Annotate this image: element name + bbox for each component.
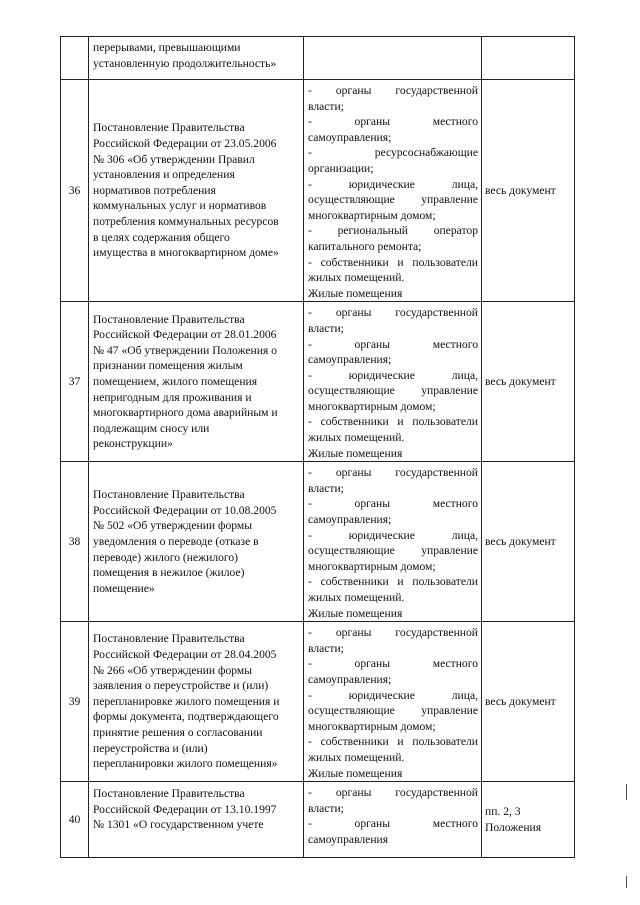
subject-line: власти; bbox=[308, 321, 344, 335]
subject-line: осуществляющие управление bbox=[308, 704, 478, 718]
subject-line: - юридические лица, bbox=[308, 688, 478, 702]
subject-line: самоуправления bbox=[308, 832, 389, 846]
document-title-line: заявления о переустройстве и (или) bbox=[93, 679, 269, 693]
row-number: 37 bbox=[61, 302, 89, 462]
document-title-line: Постановление Правительства bbox=[93, 787, 245, 801]
subject-line: - собственники и пользователи bbox=[308, 575, 478, 589]
document-title-line: непригодным для проживания и bbox=[93, 390, 252, 404]
document-title-cell bbox=[89, 80, 304, 302]
subject-line: - собственники и пользователи bbox=[308, 735, 478, 749]
table-row bbox=[61, 782, 575, 858]
document-title-line: № 502 «Об утверждении формы bbox=[93, 519, 253, 533]
table-row bbox=[61, 462, 575, 622]
scope-cell: весь документ bbox=[482, 622, 575, 782]
scope-cell: весь документ bbox=[482, 80, 575, 302]
subject-line: Жилые помещения bbox=[308, 606, 403, 620]
subject-line: жилых помещений. bbox=[308, 271, 405, 285]
scope-cell: весь документ bbox=[482, 462, 575, 622]
document-title-cell bbox=[89, 622, 304, 782]
subject-line: многоквартирным домом; bbox=[308, 719, 436, 733]
row-number: 40 bbox=[61, 782, 89, 858]
document-title-line: принятие решения о согласовании bbox=[93, 726, 263, 740]
subject-line: самоуправления; bbox=[308, 353, 392, 367]
subject-line: - органы местного bbox=[308, 817, 478, 831]
subject-line: - органы государственной bbox=[308, 84, 478, 97]
subject-line: - собственники и пользователи bbox=[308, 255, 478, 269]
subject-line: самоуправления; bbox=[308, 513, 392, 527]
document-title-line: установленную продолжительность» bbox=[93, 56, 277, 70]
document-title-line: потребления коммунальных ресурсов bbox=[93, 215, 279, 229]
subject-line: капитального ремонта; bbox=[308, 239, 422, 253]
document-title-line: имущества в многоквартирном доме» bbox=[93, 246, 279, 260]
scope-cell: пп. 2, 3 Положения bbox=[482, 782, 575, 858]
document-title-line: Российской Федерации от 13.10.1997 bbox=[93, 802, 277, 816]
subject-line: осуществляющие управление bbox=[308, 193, 478, 207]
subject-line: власти; bbox=[308, 801, 344, 815]
subject-line: - органы местного bbox=[308, 657, 478, 671]
subjects-cell bbox=[304, 37, 482, 80]
document-title-line: коммунальных услуг и нормативов bbox=[93, 199, 267, 213]
document-title-line: переводе) жилого (нежилого) bbox=[93, 550, 239, 564]
document-title-cell bbox=[89, 462, 304, 622]
document-title-cell bbox=[89, 782, 304, 858]
document-title-line: многоквартирного дома аварийным и bbox=[93, 406, 278, 420]
row-number: 38 bbox=[61, 462, 89, 622]
subject-line: - органы местного bbox=[308, 497, 478, 511]
subject-line: - ресурсоснабжающие bbox=[308, 146, 478, 160]
document-title-line: Постановление Правительства bbox=[93, 121, 245, 135]
subject-line: жилых помещений. bbox=[308, 591, 405, 604]
scope-cell bbox=[482, 37, 575, 80]
subject-line: Жилые помещения bbox=[308, 286, 403, 300]
subject-line: власти; bbox=[308, 99, 344, 113]
document-title-line: Российской Федерации от 28.04.2005 bbox=[93, 648, 277, 662]
subject-line: многоквартирным домом; bbox=[308, 399, 436, 413]
table-row bbox=[61, 80, 575, 302]
subject-line: Жилые помещения bbox=[308, 766, 403, 780]
scope-cell: весь документ bbox=[482, 302, 575, 462]
subject-line: - органы местного bbox=[308, 337, 478, 351]
document-title-line: № 266 «Об утверждении формы bbox=[93, 663, 253, 677]
document-title-line: реконструкции» bbox=[93, 437, 173, 451]
subject-line: многоквартирным домом; bbox=[308, 208, 436, 222]
subject-line: самоуправления; bbox=[308, 672, 392, 686]
document-title-line: нормативов потребления bbox=[93, 183, 216, 197]
subject-line: организации; bbox=[308, 161, 374, 175]
subject-line: многоквартирным домом; bbox=[308, 559, 436, 573]
table-body bbox=[61, 37, 575, 858]
subject-line: власти; bbox=[308, 481, 344, 495]
subject-line: самоуправления; bbox=[308, 130, 392, 144]
document-title-line: подлежащим сносу или bbox=[93, 421, 210, 435]
subjects-cell bbox=[304, 782, 482, 858]
document-title-line: № 47 «Об утверждении Положения о bbox=[93, 343, 277, 357]
document-title-line: переустройства и (или) bbox=[93, 741, 208, 755]
document-title-line: № 1301 «О государственном учете bbox=[93, 818, 264, 832]
table-row bbox=[61, 37, 575, 80]
table-row bbox=[61, 302, 575, 462]
subject-line: - юридические лица, bbox=[308, 177, 478, 191]
document-title-line: Постановление Правительства bbox=[93, 488, 245, 502]
subject-line: - юридические лица, bbox=[308, 368, 478, 382]
row-number: 39 bbox=[61, 622, 89, 782]
subject-line: - собственники и пользователи bbox=[308, 415, 478, 429]
margin-mark bbox=[626, 784, 627, 800]
subject-line: жилых помещений. bbox=[308, 431, 405, 445]
table-row bbox=[61, 622, 575, 782]
document-title-cell bbox=[89, 37, 304, 80]
document-title-line: перепланировки жилого помещения» bbox=[93, 757, 278, 771]
document-title-line: Российской Федерации от 28.01.2006 bbox=[93, 328, 277, 342]
subject-line: жилых помещений. bbox=[308, 750, 405, 764]
document-title-line: признании помещения жилым bbox=[93, 359, 243, 373]
document-title-line: установления и определения bbox=[93, 168, 235, 182]
document-title-line: № 306 «Об утверждении Правил bbox=[93, 152, 255, 166]
subject-line: - органы государственной bbox=[308, 626, 478, 640]
row-number bbox=[61, 37, 89, 80]
document-title-line: уведомления о переводе (отказе в bbox=[93, 534, 259, 548]
subject-line: - юридические лица, bbox=[308, 528, 478, 542]
document-title-line: в целях содержания общего bbox=[93, 230, 230, 244]
margin-mark bbox=[626, 876, 627, 888]
subjects-cell bbox=[304, 622, 482, 782]
document-title-line: перепланировке жилого помещения и bbox=[93, 694, 280, 708]
document-title-line: Российской Федерации от 23.05.2006 bbox=[93, 137, 277, 151]
row-number: 36 bbox=[61, 80, 89, 302]
subject-line: - органы государственной bbox=[308, 306, 478, 320]
document-title-line: Постановление Правительства bbox=[93, 632, 245, 646]
regulations-table bbox=[60, 36, 575, 858]
document-title-line: помещения в нежилое (жилое) bbox=[93, 566, 245, 580]
document-title-line: помещение» bbox=[93, 581, 155, 595]
subject-line: - органы государственной bbox=[308, 466, 478, 480]
subjects-cell bbox=[304, 302, 482, 462]
subject-line: осуществляющие управление bbox=[308, 544, 478, 558]
subject-line: осуществляющие управление bbox=[308, 384, 478, 398]
document-title-line: помещением, жилого помещения bbox=[93, 374, 258, 388]
subject-line: Жилые помещения bbox=[308, 446, 403, 460]
document-title-line: перерывами, превышающими bbox=[93, 41, 241, 54]
subject-line: власти; bbox=[308, 641, 344, 655]
document-title-line: Российской Федерации от 10.08.2005 bbox=[93, 503, 277, 517]
document-title-line: формы документа, подтверждающего bbox=[93, 710, 279, 724]
subject-line: - органы местного bbox=[308, 115, 478, 129]
subject-line: - региональный оператор bbox=[308, 224, 478, 238]
subjects-cell bbox=[304, 80, 482, 302]
subjects-cell bbox=[304, 462, 482, 622]
document-title-cell bbox=[89, 302, 304, 462]
subject-line: - органы государственной bbox=[308, 786, 478, 800]
document-title-line: Постановление Правительства bbox=[93, 312, 245, 326]
